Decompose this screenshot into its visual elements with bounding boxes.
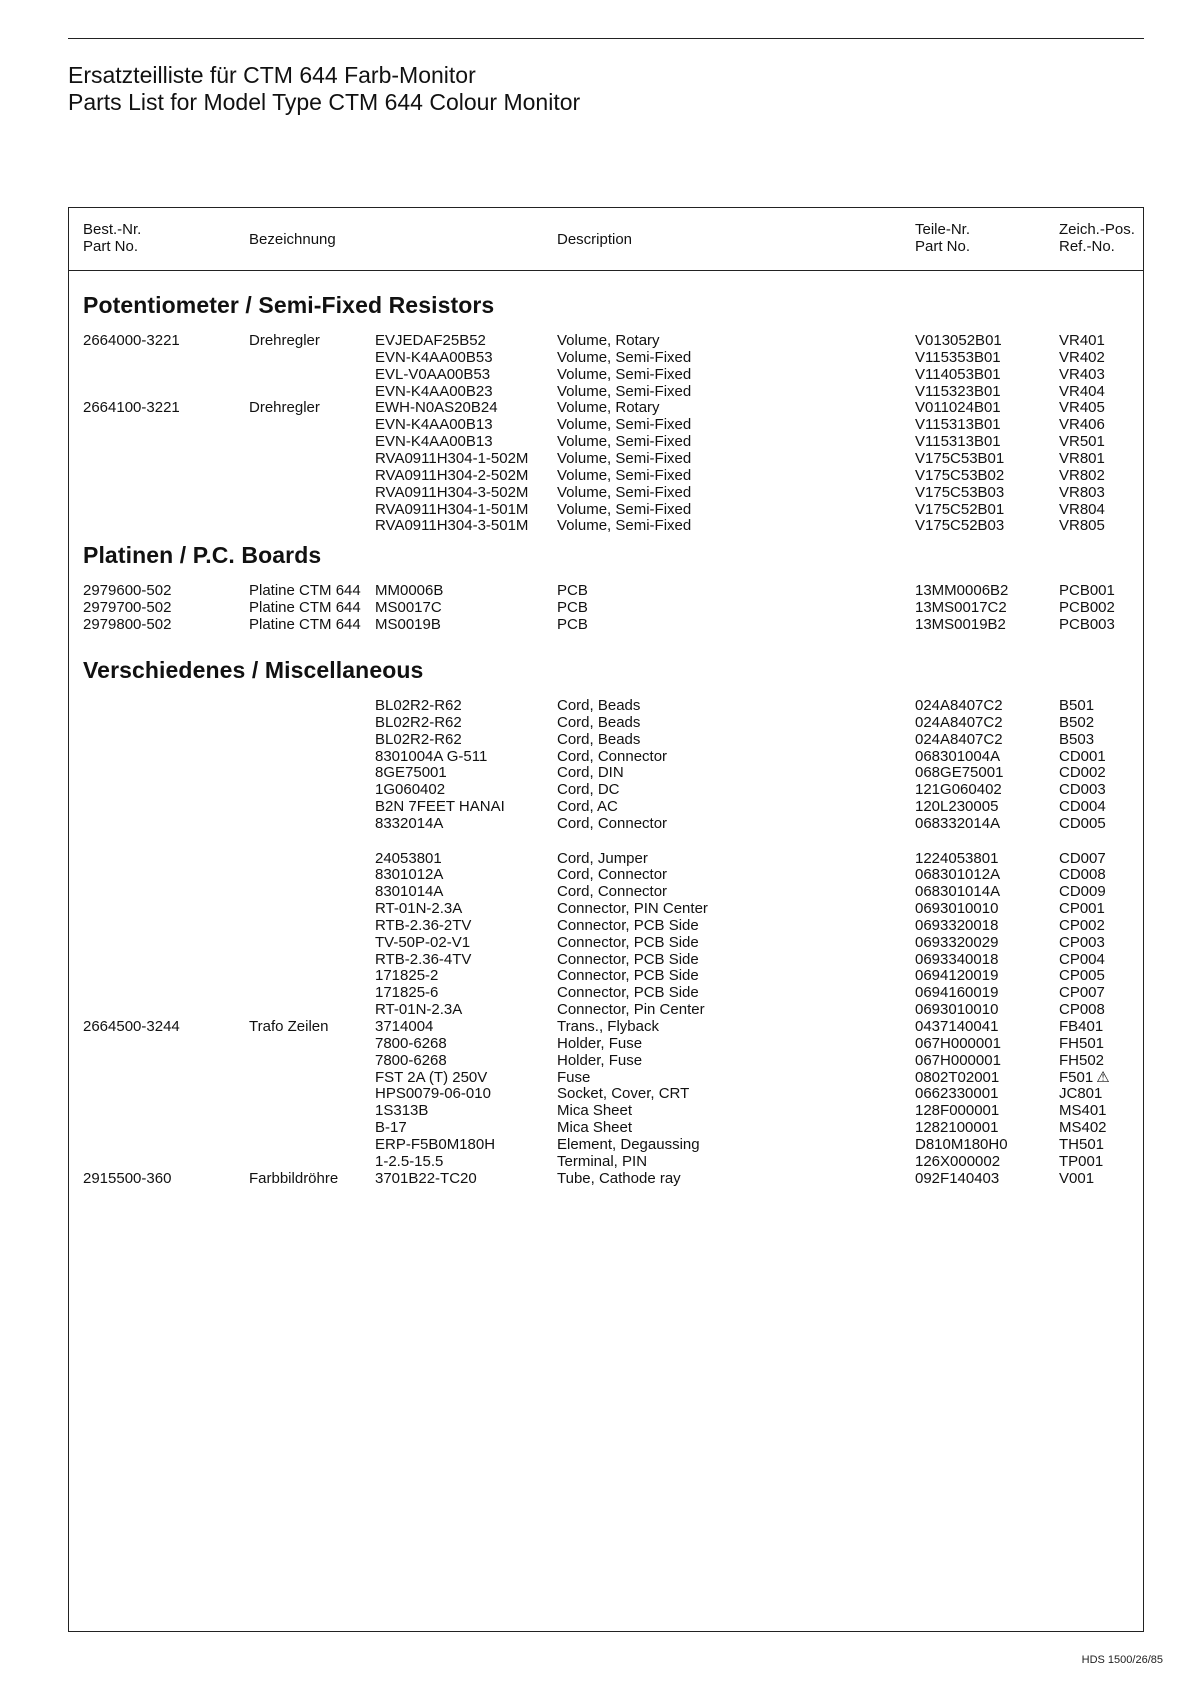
cell-manufacturer-code: MS0019B: [375, 615, 441, 633]
cell-manufacturer-code: TV-50P-02-V1: [375, 933, 471, 951]
cell-teile-number: V175C53B01: [915, 449, 1005, 467]
table-row: [69, 467, 1143, 484]
cell-teile-number: 0802T02001: [915, 1068, 1000, 1086]
table-row: [69, 1001, 1143, 1018]
table-row: [69, 450, 1143, 467]
header-teile-de: Teile-Nr.: [915, 221, 971, 238]
cell-description: PCB: [557, 598, 588, 616]
cell-description: Volume, Semi-Fixed: [557, 382, 692, 400]
cell-description: Connector, PCB Side: [557, 933, 699, 951]
cell-teile-number: V175C53B03: [915, 483, 1005, 501]
cell-part-number: 2915500-360: [83, 1169, 172, 1187]
cell-description: Connector, PCB Side: [557, 967, 699, 985]
cell-reference-number: VR405: [1059, 399, 1105, 417]
title-line-english: Parts List for Model Type CTM 644 Colour Monitor: [68, 89, 581, 115]
cell-manufacturer-code: EWH-N0AS20B24: [375, 399, 498, 417]
cell-teile-number: 0693010010: [915, 1001, 999, 1019]
cell-teile-number: 068332014A: [915, 815, 1001, 832]
cell-description: Volume, Semi-Fixed: [557, 500, 692, 518]
cell-manufacturer-code: 1-2.5-15.5: [375, 1152, 444, 1170]
cell-manufacturer-code: 8301004A G-511: [375, 747, 488, 765]
cell-description: Connector, PCB Side: [557, 916, 699, 934]
cell-teile-number: 068301004A: [915, 747, 1001, 765]
cell-description: Cord, AC: [557, 798, 618, 816]
cell-manufacturer-code: 7800-6268: [375, 1051, 447, 1069]
cell-part-number: 2979800-502: [83, 615, 172, 633]
table-row: [69, 1153, 1143, 1170]
cell-description: Holder, Fuse: [557, 1051, 643, 1069]
cell-description: Cord, Connector: [557, 866, 668, 884]
cell-reference-number: VR804: [1059, 500, 1105, 518]
cell-reference-number: FH501: [1059, 1034, 1105, 1052]
table-row: [69, 332, 1143, 349]
cell-teile-number: V115323B01: [915, 382, 1001, 400]
cell-description: PCB: [557, 582, 588, 599]
cell-reference-number: CD001: [1059, 747, 1106, 765]
cell-teile-number: 0693320029: [915, 933, 999, 951]
cell-teile-number: 068301012A: [915, 866, 1001, 884]
table-row: [69, 866, 1143, 883]
cell-manufacturer-code: EVL-V0AA00B53: [375, 365, 491, 383]
table-row: [69, 433, 1143, 450]
header-teile-en: Part No.: [915, 238, 971, 255]
cell-description: Tube, Cathode ray: [557, 1169, 681, 1187]
cell-manufacturer-code: BL02R2-R62: [375, 730, 462, 748]
cell-description: Volume, Semi-Fixed: [557, 348, 692, 366]
cell-teile-number: V175C53B02: [915, 466, 1005, 484]
cell-description: Volume, Semi-Fixed: [557, 466, 692, 484]
cell-description: Volume, Semi-Fixed: [557, 365, 692, 383]
table-row: [69, 517, 1143, 534]
cell-manufacturer-code: 8332014A: [375, 815, 444, 832]
cell-manufacturer-code: 3701B22-TC20: [375, 1169, 477, 1187]
cell-teile-number: 13MS0017C2: [915, 598, 1007, 616]
cell-description: Cord, Beads: [557, 713, 641, 731]
table-row: [69, 1018, 1143, 1035]
cell-bezeichnung: Drehregler: [249, 332, 320, 349]
table-row: [69, 599, 1143, 616]
cell-teile-number: 068GE75001: [915, 764, 1004, 782]
cell-reference-number: CD007: [1059, 849, 1106, 867]
table-row: [69, 781, 1143, 798]
table-row: [69, 383, 1143, 400]
cell-manufacturer-code: ERP-F5B0M180H: [375, 1135, 496, 1153]
cell-reference-number: VR406: [1059, 416, 1105, 434]
cell-manufacturer-code: FST 2A (T) 250V: [375, 1068, 488, 1086]
warning-triangle-icon: ⚠: [1096, 1068, 1110, 1086]
cell-reference-number: FH502: [1059, 1051, 1105, 1069]
cell-teile-number: V013052B01: [915, 332, 1002, 349]
cell-reference-number: MS402: [1059, 1119, 1107, 1137]
section-title: Platinen / P.C. Boards: [83, 542, 322, 568]
cell-reference-number: JC801: [1059, 1085, 1103, 1103]
table-row: [69, 399, 1143, 416]
cell-teile-number: 0693340018: [915, 950, 999, 968]
cell-part-number: 2979600-502: [83, 582, 172, 599]
table-row: [69, 798, 1143, 815]
cell-bezeichnung: Farbbildröhre: [249, 1169, 339, 1187]
footer-document-code: HDS 1500/26/85: [1081, 1654, 1163, 1666]
table-row: [69, 616, 1143, 633]
table-row: [69, 917, 1143, 934]
cell-manufacturer-code: RVA0911H304-1-502M: [375, 449, 529, 467]
cell-manufacturer-code: RVA0911H304-1-501M: [375, 500, 529, 518]
cell-description: Volume, Semi-Fixed: [557, 517, 692, 535]
cell-manufacturer-code: 8GE75001: [375, 764, 447, 782]
header-bezeichnung: Bezeichnung: [249, 231, 336, 248]
cell-reference-number: PCB003: [1059, 615, 1115, 633]
cell-description: Cord, Connector: [557, 883, 668, 901]
cell-reference-number: MS401: [1059, 1102, 1107, 1120]
cell-reference-number: CD003: [1059, 781, 1106, 799]
cell-reference-number: PCB002: [1059, 598, 1115, 616]
cell-reference-number: [1059, 1069, 1110, 1086]
cell-manufacturer-code: RT-01N-2.3A: [375, 900, 463, 917]
cell-teile-number: V115313B01: [915, 416, 1001, 434]
header-part-no-en: Part No.: [83, 238, 139, 255]
cell-description: Cord, DC: [557, 781, 620, 799]
header-part-no: [83, 221, 141, 255]
cell-reference-number: FB401: [1059, 1018, 1104, 1035]
table-row: [69, 484, 1143, 501]
top-rule: [68, 38, 1144, 39]
cell-description: Volume, Rotary: [557, 399, 660, 417]
cell-description: Element, Degaussing: [557, 1135, 700, 1153]
table-row: [69, 582, 1143, 599]
cell-part-number: 2979700-502: [83, 598, 172, 616]
header-ref-en: Ref.-No.: [1059, 238, 1115, 255]
table-row: [69, 1136, 1143, 1153]
cell-teile-number: 024A8407C2: [915, 730, 1003, 748]
cell-reference-label: F501: [1059, 1068, 1094, 1086]
cell-teile-number: 121G060402: [915, 781, 1002, 799]
cell-teile-number: V175C52B01: [915, 500, 1005, 518]
cell-part-number: 2664000-3221: [83, 332, 180, 349]
cell-reference-number: VR404: [1059, 382, 1105, 400]
cell-teile-number: 0694120019: [915, 967, 999, 985]
cell-description: Connector, PCB Side: [557, 950, 699, 968]
cell-reference-number: VR402: [1059, 348, 1105, 366]
table-row: [69, 1102, 1143, 1119]
cell-description: Cord, Connector: [557, 815, 668, 832]
cell-bezeichnung: Platine CTM 644: [249, 582, 361, 599]
cell-teile-number: V115313B01: [915, 433, 1001, 451]
cell-reference-number: VR802: [1059, 466, 1105, 484]
cell-manufacturer-code: 171825-6: [375, 984, 439, 1002]
cell-reference-number: TP001: [1059, 1152, 1104, 1170]
cell-description: Terminal, PIN: [557, 1152, 648, 1170]
cell-reference-number: CD005: [1059, 815, 1106, 832]
cell-reference-number: TH501: [1059, 1135, 1105, 1153]
section-title: Potentiometer / Semi-Fixed Resistors: [83, 292, 495, 318]
cell-part-number: 2664500-3244: [83, 1018, 180, 1035]
cell-description: Socket, Cover, CRT: [557, 1085, 690, 1103]
cell-teile-number: 120L230005: [915, 798, 999, 816]
cell-manufacturer-code: EVN-K4AA00B53: [375, 348, 493, 366]
cell-manufacturer-code: EVJEDAF25B52: [375, 332, 486, 349]
cell-reference-number: VR803: [1059, 483, 1105, 501]
cell-manufacturer-code: 8301012A: [375, 866, 444, 884]
cell-reference-number: CD009: [1059, 883, 1106, 901]
cell-teile-number: 0437140041: [915, 1018, 999, 1035]
header-part-no-de: Best.-Nr.: [83, 221, 142, 238]
header-teile-nr: [915, 221, 970, 255]
cell-manufacturer-code: MS0017C: [375, 598, 442, 616]
cell-teile-number: 024A8407C2: [915, 713, 1003, 731]
table-row: [69, 900, 1143, 917]
cell-reference-number: CD002: [1059, 764, 1106, 782]
cell-description: Volume, Semi-Fixed: [557, 483, 692, 501]
cell-description: Fuse: [557, 1068, 591, 1086]
cell-teile-number: 024A8407C2: [915, 697, 1003, 714]
table-row: [69, 984, 1143, 1001]
table-row: [69, 967, 1143, 984]
cell-teile-number: V114053B01: [915, 365, 1001, 383]
table-row: [69, 883, 1143, 900]
cell-teile-number: 068301014A: [915, 883, 1001, 901]
table-row: [69, 416, 1143, 433]
table-row: [69, 731, 1143, 748]
cell-part-number: 2664100-3221: [83, 399, 180, 417]
cell-manufacturer-code: HPS0079-06-010: [375, 1085, 491, 1103]
table-row: [69, 748, 1143, 765]
cell-manufacturer-code: 171825-2: [375, 967, 439, 985]
table-row: [69, 934, 1143, 951]
table-row: [69, 951, 1143, 968]
cell-reference-number: VR801: [1059, 449, 1105, 467]
cell-teile-number: 1224053801: [915, 849, 999, 867]
cell-description: Connector, PIN Center: [557, 900, 708, 917]
cell-teile-number: 128F000001: [915, 1102, 1000, 1120]
cell-manufacturer-code: RTB-2.36-2TV: [375, 916, 472, 934]
cell-manufacturer-code: RT-01N-2.3A: [375, 1001, 463, 1019]
cell-manufacturer-code: EVN-K4AA00B23: [375, 382, 493, 400]
cell-description: Mica Sheet: [557, 1102, 633, 1120]
cell-teile-number: 0693010010: [915, 900, 999, 917]
cell-manufacturer-code: B-17: [375, 1119, 407, 1137]
cell-reference-number: B503: [1059, 730, 1095, 748]
cell-manufacturer-code: B2N 7FEET HANAI: [375, 798, 505, 816]
table-header: [69, 208, 1143, 271]
table-row: [69, 1119, 1143, 1136]
cell-teile-number: 13MS0019B2: [915, 615, 1006, 633]
cell-manufacturer-code: 3714004: [375, 1018, 434, 1035]
table-row: [69, 501, 1143, 518]
cell-description: Volume, Semi-Fixed: [557, 449, 692, 467]
cell-teile-number: V115353B01: [915, 348, 1001, 366]
table-row: [69, 815, 1143, 832]
title-line-german: Ersatzteilliste für CTM 644 Farb-Monitor: [68, 62, 476, 88]
table-row: [69, 697, 1143, 714]
cell-reference-number: B502: [1059, 713, 1095, 731]
cell-description: Cord, Connector: [557, 747, 668, 765]
cell-teile-number: 0662330001: [915, 1085, 999, 1103]
cell-teile-number: D810M180H0: [915, 1135, 1008, 1153]
header-ref-de: Zeich.-Pos.: [1059, 221, 1135, 238]
cell-description: Volume, Semi-Fixed: [557, 433, 692, 451]
cell-reference-number: CP005: [1059, 967, 1105, 985]
table-row: [69, 1085, 1143, 1102]
cell-description: Connector, Pin Center: [557, 1001, 705, 1019]
cell-manufacturer-code: RVA0911H304-3-502M: [375, 483, 529, 501]
cell-reference-number: PCB001: [1059, 582, 1115, 599]
table-row: [69, 1052, 1143, 1069]
cell-description: Cord, DIN: [557, 764, 624, 782]
cell-teile-number: 0694160019: [915, 984, 999, 1002]
table-row: [69, 714, 1143, 731]
table-row: [69, 1035, 1143, 1052]
cell-manufacturer-code: RVA0911H304-3-501M: [375, 517, 529, 535]
cell-manufacturer-code: BL02R2-R62: [375, 713, 462, 731]
cell-manufacturer-code: MM0006B: [375, 582, 444, 599]
table-row: [69, 850, 1143, 867]
cell-description: Holder, Fuse: [557, 1034, 643, 1052]
cell-reference-number: CD004: [1059, 798, 1106, 816]
cell-reference-number: VR805: [1059, 517, 1105, 535]
cell-reference-number: CP002: [1059, 916, 1105, 934]
cell-teile-number: V175C52B03: [915, 517, 1005, 535]
cell-reference-number: CP007: [1059, 984, 1105, 1002]
cell-description: Volume, Rotary: [557, 332, 660, 349]
table-row: [69, 349, 1143, 366]
cell-description: Cord, Beads: [557, 697, 641, 714]
cell-manufacturer-code: EVN-K4AA00B13: [375, 416, 493, 434]
parts-table: [68, 207, 1144, 1632]
cell-reference-number: B501: [1059, 697, 1095, 714]
cell-teile-number: 0693320018: [915, 916, 999, 934]
cell-manufacturer-code: 8301014A: [375, 883, 444, 901]
cell-bezeichnung: Trafo Zeilen: [249, 1018, 329, 1035]
cell-description: Volume, Semi-Fixed: [557, 416, 692, 434]
cell-reference-number: CD008: [1059, 866, 1106, 884]
cell-teile-number: V011024B01: [915, 399, 1001, 417]
cell-reference-number: CP003: [1059, 933, 1105, 951]
cell-teile-number: 067H000001: [915, 1051, 1001, 1069]
cell-manufacturer-code: 1S313B: [375, 1102, 429, 1120]
cell-reference-number: CP001: [1059, 900, 1105, 917]
header-description: Description: [557, 231, 633, 248]
cell-manufacturer-code: EVN-K4AA00B13: [375, 433, 493, 451]
cell-reference-number: V001: [1059, 1169, 1095, 1187]
cell-manufacturer-code: 24053801: [375, 849, 442, 867]
cell-teile-number: 1282100001: [915, 1119, 999, 1137]
table-row: [69, 1170, 1143, 1187]
cell-manufacturer-code: 1G060402: [375, 781, 446, 799]
cell-teile-number: 126X000002: [915, 1152, 1001, 1170]
table-row: [69, 764, 1143, 781]
header-ref-no: [1059, 221, 1135, 255]
cell-reference-number: VR401: [1059, 332, 1105, 349]
cell-teile-number: 092F140403: [915, 1169, 1000, 1187]
cell-description: PCB: [557, 615, 588, 633]
cell-reference-number: VR501: [1059, 433, 1105, 451]
cell-description: Cord, Beads: [557, 730, 641, 748]
cell-reference-number: CP004: [1059, 950, 1105, 968]
cell-manufacturer-code: BL02R2-R62: [375, 697, 462, 714]
cell-description: Cord, Jumper: [557, 849, 648, 867]
document-title: [68, 62, 580, 116]
cell-description: Mica Sheet: [557, 1119, 633, 1137]
cell-teile-number: 13MM0006B2: [915, 582, 1009, 599]
cell-teile-number: 067H000001: [915, 1034, 1001, 1052]
cell-manufacturer-code: RVA0911H304-2-502M: [375, 466, 529, 484]
cell-bezeichnung: Platine CTM 644: [249, 598, 361, 616]
table-row: [69, 366, 1143, 383]
cell-bezeichnung: Drehregler: [249, 399, 320, 417]
cell-reference-number: CP008: [1059, 1001, 1105, 1019]
cell-manufacturer-code: RTB-2.36-4TV: [375, 950, 472, 968]
cell-manufacturer-code: 7800-6268: [375, 1034, 447, 1052]
cell-description: Trans., Flyback: [557, 1018, 659, 1035]
cell-description: Connector, PCB Side: [557, 984, 699, 1002]
section-title: Verschiedenes / Miscellaneous: [83, 657, 424, 683]
cell-reference-number: VR403: [1059, 365, 1105, 383]
cell-bezeichnung: Platine CTM 644: [249, 615, 361, 633]
table-row: [69, 1069, 1143, 1086]
